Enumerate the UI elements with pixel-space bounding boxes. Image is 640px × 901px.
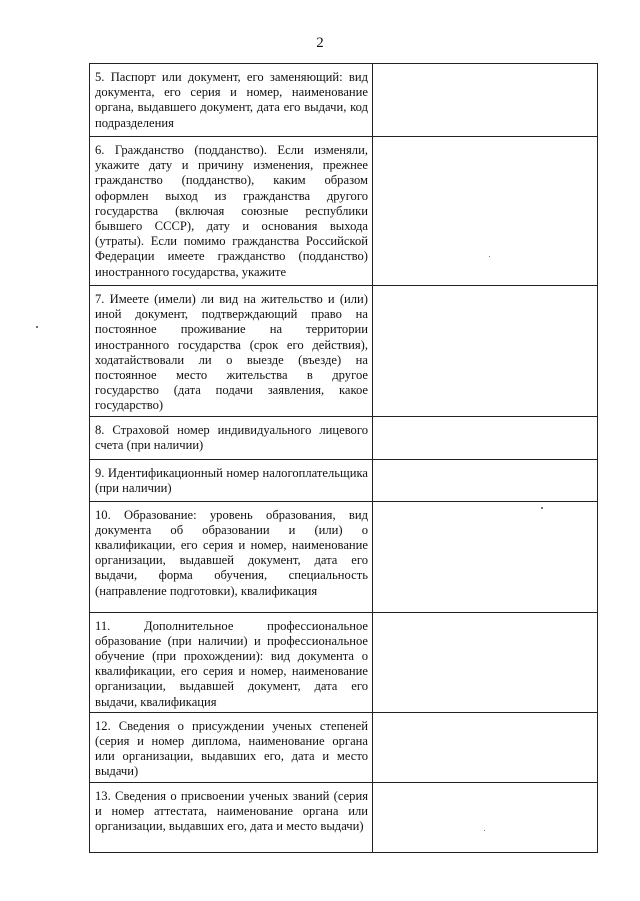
question-cell: 7. Имеете (имели) ли вид на жительство и (или) иной документ, подтверждающий право на постоянное проживание на территории иностранного государства (срок его действия), ходатайствовали ли о выезде (въезде) на постоянное место жительства в другое государство (дата подачи заявления, какое государство) bbox=[90, 286, 373, 417]
table-row bbox=[90, 782, 598, 852]
table-row bbox=[90, 712, 598, 782]
table-row bbox=[90, 501, 598, 612]
question-cell: 12. Сведения о присуждении ученых степеней (серия и номер диплома, наименование органа или организации, выдавших его, дата и место выдачи) bbox=[90, 712, 373, 782]
questionnaire-table bbox=[89, 63, 598, 853]
answer-cell[interactable] bbox=[373, 137, 598, 286]
answer-cell[interactable] bbox=[373, 501, 598, 612]
answer-cell[interactable] bbox=[373, 782, 598, 852]
table-row bbox=[90, 416, 598, 459]
answer-cell[interactable] bbox=[373, 712, 598, 782]
table-row bbox=[90, 612, 598, 712]
answer-cell[interactable] bbox=[373, 286, 598, 417]
question-cell: 13. Сведения о присвоении ученых званий (серия и номер аттестата, наименование органа или организации, выдавших его, дата и место выдачи) bbox=[90, 782, 373, 852]
scan-speck bbox=[541, 507, 543, 509]
page-number: 2 bbox=[316, 35, 324, 51]
question-cell: 9. Идентификационный номер налогоплательщика (при наличии) bbox=[90, 459, 373, 501]
answer-cell[interactable] bbox=[373, 459, 598, 501]
question-cell: 10. Образование: уровень образования, вид документа об образовании и (или) о квалификации, его серия и номер, наименование организации, выдавшей документ, дата его выдачи, форма обучения, специальность (направление подготовки), квалификация bbox=[90, 501, 373, 612]
table-row bbox=[90, 286, 598, 417]
table-row bbox=[90, 459, 598, 501]
scan-speck bbox=[489, 256, 490, 257]
scan-speck bbox=[484, 830, 485, 831]
question-cell: 6. Гражданство (подданство). Если изменяли, укажите дату и причину изменения, прежнее гражданство (подданство), каким образом оформлен выход из гражданства другого государства (включая союзные республики бывшего СССР), дату и основания выхода (утраты). Если помимо гражданства Российской Федерации имеете гражданство (подданство) иностранного государства, укажите bbox=[90, 137, 373, 286]
answer-cell[interactable] bbox=[373, 612, 598, 712]
table-row bbox=[90, 64, 598, 137]
question-cell: 11. Дополнительное профессиональное образование (при наличии) и профессиональное обучение (при прохождении): вид документа о квалификации, его серия и номер, наименование организации, выдавшей документ, дата его выдачи, квалификация bbox=[90, 612, 373, 712]
question-cell: 8. Страховой номер индивидуального лицевого счета (при наличии) bbox=[90, 416, 373, 459]
answer-cell[interactable] bbox=[373, 416, 598, 459]
question-cell: 5. Паспорт или документ, его заменяющий: вид документа, его серия и номер, наименование органа, выдавшего документ, дата его выдачи, код подразделения bbox=[90, 64, 373, 137]
table-row bbox=[90, 137, 598, 286]
scan-speck bbox=[36, 326, 38, 328]
answer-cell[interactable] bbox=[373, 64, 598, 137]
